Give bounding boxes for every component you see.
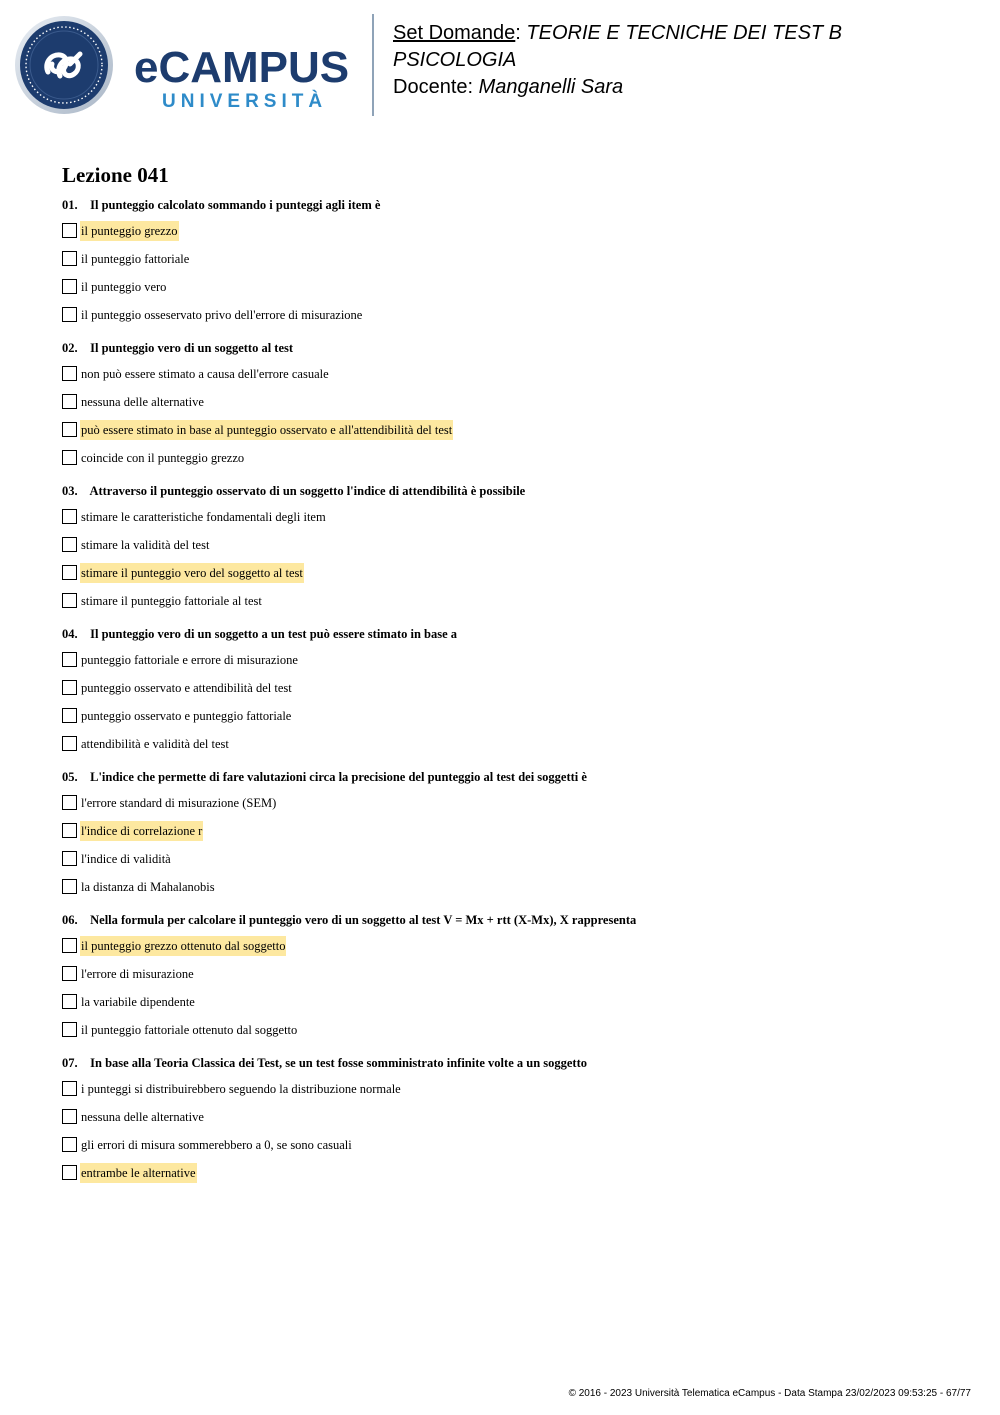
question-01 bbox=[62, 196, 982, 325]
answer-option[interactable] bbox=[62, 820, 982, 841]
subject-title: TEORIE E TECNICHE DEI TEST B bbox=[526, 22, 843, 44]
question-text bbox=[62, 196, 982, 214]
answer-option[interactable] bbox=[62, 1019, 982, 1040]
answer-checkbox[interactable] bbox=[62, 652, 77, 667]
set-label: Set Domande bbox=[393, 22, 516, 44]
answer-checkbox[interactable] bbox=[62, 938, 77, 953]
question-number: 05. bbox=[62, 770, 78, 784]
answer-option[interactable] bbox=[62, 848, 982, 869]
answer-text: i punteggi si distribuirebbero seguendo la distribuzione normale bbox=[81, 1081, 401, 1096]
answer-text: attendibilità e validità del test bbox=[81, 736, 229, 751]
answer-text: non può essere stimato a causa dell'errore casuale bbox=[81, 366, 329, 381]
answer-text-correct: entrambe le alternative bbox=[80, 1163, 197, 1183]
answer-text: stimare le caratteristiche fondamentali degli item bbox=[81, 509, 326, 524]
question-text bbox=[62, 482, 982, 500]
answer-option[interactable] bbox=[62, 963, 982, 984]
answer-option[interactable] bbox=[62, 590, 982, 611]
answer-text: stimare la validità del test bbox=[81, 537, 210, 552]
answer-option[interactable] bbox=[62, 1106, 982, 1127]
answer-text: stimare il punteggio fattoriale al test bbox=[81, 593, 262, 608]
question-text bbox=[62, 768, 982, 786]
answer-checkbox[interactable] bbox=[62, 680, 77, 695]
question-02 bbox=[62, 339, 982, 468]
answer-text-correct: può essere stimato in base al punteggio osservato e all'attendibilità del test bbox=[80, 420, 453, 440]
header-divider bbox=[372, 14, 374, 116]
page-footer: © 2016 - 2023 Università Telematica eCampus - Data Stampa 23/02/2023 09:53:25 - 67/77 bbox=[568, 1388, 971, 1399]
answer-option[interactable] bbox=[62, 1162, 982, 1183]
answer-text: la variabile dipendente bbox=[81, 994, 195, 1009]
answer-option[interactable] bbox=[62, 733, 982, 754]
question-label: Nella formula per calcolare il punteggio vero di un soggetto al test V = Mx + rtt (X-Mx), X rappresenta bbox=[90, 913, 637, 927]
answer-checkbox[interactable] bbox=[62, 994, 77, 1009]
answer-text: l'errore di misurazione bbox=[81, 966, 194, 981]
answer-checkbox[interactable] bbox=[62, 1022, 77, 1037]
question-06 bbox=[62, 911, 982, 1040]
answer-option[interactable] bbox=[62, 248, 982, 269]
answer-text: punteggio fattoriale e errore di misurazione bbox=[81, 652, 298, 667]
answer-option[interactable] bbox=[62, 391, 982, 412]
question-label: L'indice che permette di fare valutazioni circa la precisione del punteggio al test dei soggetti è bbox=[90, 770, 587, 784]
answer-option[interactable] bbox=[62, 935, 982, 956]
question-label: Attraverso il punteggio osservato di un soggetto l'indice di attendibilità è possibile bbox=[89, 484, 526, 498]
answer-option[interactable] bbox=[62, 447, 982, 468]
answer-text-correct: l'indice di correlazione r bbox=[80, 821, 203, 841]
question-number: 02. bbox=[62, 341, 78, 355]
ecampus-seal-icon bbox=[15, 16, 113, 114]
answer-option[interactable] bbox=[62, 677, 982, 698]
answer-option[interactable] bbox=[62, 363, 982, 384]
answer-option[interactable] bbox=[62, 304, 982, 325]
answer-text-correct: il punteggio grezzo bbox=[80, 221, 179, 241]
answer-checkbox[interactable] bbox=[62, 450, 77, 465]
answer-checkbox[interactable] bbox=[62, 394, 77, 409]
answer-checkbox[interactable] bbox=[62, 1137, 77, 1152]
answer-text: il punteggio osseservato privo dell'errore di misurazione bbox=[81, 307, 363, 322]
answer-checkbox[interactable] bbox=[62, 851, 77, 866]
course-info bbox=[393, 20, 983, 101]
answer-text: il punteggio fattoriale ottenuto dal soggetto bbox=[81, 1022, 298, 1037]
set-colon: : bbox=[515, 22, 527, 44]
teacher-name: Manganelli Sara bbox=[478, 76, 624, 98]
answer-text: coincide con il punteggio grezzo bbox=[81, 450, 245, 465]
answer-option[interactable] bbox=[62, 792, 982, 813]
answer-checkbox[interactable] bbox=[62, 966, 77, 981]
question-number: 07. bbox=[62, 1056, 78, 1070]
question-number: 06. bbox=[62, 913, 78, 927]
answer-option[interactable] bbox=[62, 220, 982, 241]
answer-option[interactable] bbox=[62, 649, 982, 670]
answer-text-correct: stimare il punteggio vero del soggetto al test bbox=[80, 563, 304, 583]
answer-text: punteggio osservato e attendibilità del test bbox=[81, 680, 292, 695]
answer-checkbox[interactable] bbox=[62, 509, 77, 524]
question-label: Il punteggio vero di un soggetto a un test può essere stimato in base a bbox=[90, 627, 458, 641]
answer-text: il punteggio fattoriale bbox=[81, 251, 190, 266]
question-text bbox=[62, 911, 982, 929]
question-04 bbox=[62, 625, 982, 754]
answer-option[interactable] bbox=[62, 419, 982, 440]
ecampus-logo bbox=[14, 14, 359, 116]
answer-option[interactable] bbox=[62, 1078, 982, 1099]
answer-text-correct: il punteggio grezzo ottenuto dal soggetto bbox=[80, 936, 286, 956]
question-label: In base alla Teoria Classica dei Test, se un test fosse somministrato infinite volte a un soggetto bbox=[90, 1056, 588, 1070]
lesson-title: Lezione 041 bbox=[62, 163, 169, 187]
answer-text: il punteggio vero bbox=[81, 279, 167, 294]
question-07 bbox=[62, 1054, 982, 1183]
answer-text: nessuna delle alternative bbox=[81, 1109, 204, 1124]
answer-text: l'errore standard di misurazione (SEM) bbox=[81, 795, 277, 810]
answer-option[interactable] bbox=[62, 506, 982, 527]
answer-checkbox[interactable] bbox=[62, 823, 77, 838]
question-label: Il punteggio vero di un soggetto al test bbox=[90, 341, 294, 355]
question-number: 03. bbox=[62, 484, 78, 498]
answer-checkbox[interactable] bbox=[62, 565, 77, 580]
answer-option[interactable] bbox=[62, 534, 982, 555]
answer-text: nessuna delle alternative bbox=[81, 394, 204, 409]
answer-option[interactable] bbox=[62, 876, 982, 897]
answer-checkbox[interactable] bbox=[62, 1081, 77, 1096]
answer-checkbox[interactable] bbox=[62, 879, 77, 894]
answer-checkbox[interactable] bbox=[62, 366, 77, 381]
answer-checkbox[interactable] bbox=[62, 736, 77, 751]
question-03 bbox=[62, 482, 982, 611]
answer-checkbox[interactable] bbox=[62, 795, 77, 810]
question-number: 04. bbox=[62, 627, 78, 641]
answer-text: la distanza di Mahalanobis bbox=[81, 879, 215, 894]
answer-checkbox[interactable] bbox=[62, 279, 77, 294]
answer-checkbox[interactable] bbox=[62, 1109, 77, 1124]
answer-checkbox[interactable] bbox=[62, 307, 77, 322]
teacher-label: Docente: bbox=[393, 76, 479, 98]
page-header bbox=[0, 0, 1000, 130]
answer-option[interactable] bbox=[62, 276, 982, 297]
answer-option[interactable] bbox=[62, 991, 982, 1012]
question-text bbox=[62, 1054, 982, 1072]
logo-sub-text: UNIVERSITÀ bbox=[162, 91, 328, 112]
answer-checkbox[interactable] bbox=[62, 422, 77, 437]
answer-checkbox[interactable] bbox=[62, 593, 77, 608]
answer-checkbox[interactable] bbox=[62, 251, 77, 266]
question-number: 01. bbox=[62, 198, 78, 212]
question-list bbox=[62, 196, 982, 1197]
question-05 bbox=[62, 768, 982, 897]
logo-brand-text: eCAMPUS bbox=[134, 43, 350, 92]
question-text bbox=[62, 625, 982, 643]
answer-option[interactable] bbox=[62, 1134, 982, 1155]
question-label: Il punteggio calcolato sommando i punteggi agli item è bbox=[90, 198, 381, 212]
question-text bbox=[62, 339, 982, 357]
answer-option[interactable] bbox=[62, 705, 982, 726]
answer-text: gli errori di misura sommerebbero a 0, se sono casuali bbox=[81, 1137, 352, 1152]
answer-checkbox[interactable] bbox=[62, 708, 77, 723]
answer-text: l'indice di validità bbox=[81, 851, 171, 866]
answer-text: punteggio osservato e punteggio fattoriale bbox=[81, 708, 292, 723]
answer-checkbox[interactable] bbox=[62, 223, 77, 238]
answer-option[interactable] bbox=[62, 562, 982, 583]
answer-checkbox[interactable] bbox=[62, 537, 77, 552]
answer-checkbox[interactable] bbox=[62, 1165, 77, 1180]
subject-subtitle: PSICOLOGIA bbox=[393, 49, 517, 71]
